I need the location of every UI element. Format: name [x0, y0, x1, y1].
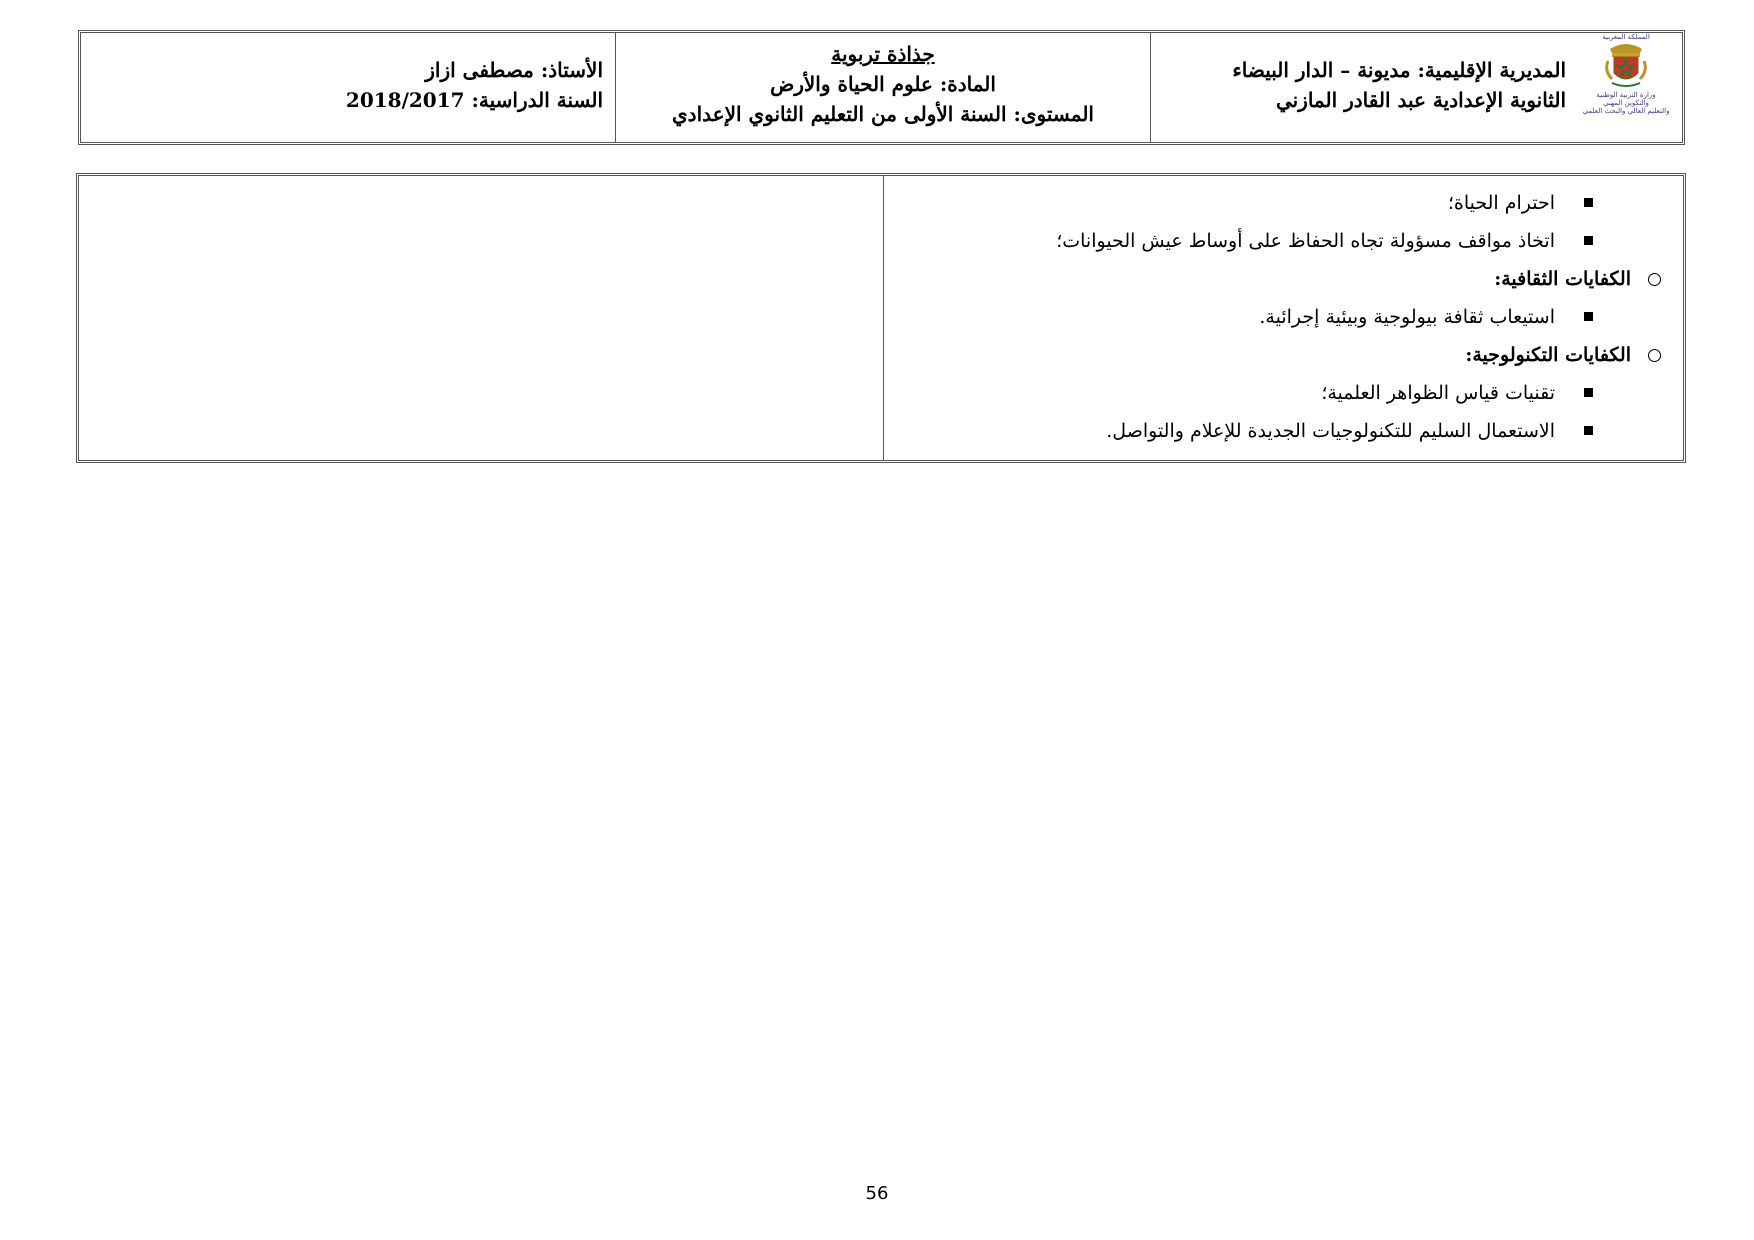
- square-bullet-icon: [1584, 198, 1593, 207]
- square-bullet-icon: [1584, 388, 1593, 397]
- list-item: استيعاب ثقافة بيولوجية وبيئية إجرائية.: [884, 298, 1593, 336]
- circle-bullet-icon: [1648, 349, 1661, 362]
- header-title-cell: [616, 33, 1151, 142]
- content-empty-cell: [79, 176, 884, 460]
- square-bullet-icon: [1584, 312, 1593, 321]
- header-teacher-cell: [81, 33, 616, 142]
- list-item: اتخاذ مواقف مسؤولة تجاه الحفاظ على أوساط عيش الحيوانات؛: [884, 222, 1593, 260]
- emblem-ministry-line2: والتكوين المهني: [1603, 99, 1649, 107]
- list-item: احترام الحياة؛: [884, 184, 1593, 222]
- emblem-ministry-line3: والتعليم العالي والبحث العلمي: [1582, 107, 1670, 115]
- ministry-emblem: [1576, 33, 1676, 133]
- header-school-cell: [1151, 33, 1682, 142]
- subject: المادة: علوم الحياة والأرض: [770, 72, 996, 96]
- list-item: تقنيات قياس الظواهر العلمية؛: [884, 374, 1593, 412]
- square-bullet-icon: [1584, 236, 1593, 245]
- list-item: الاستعمال السليم للتكنولوجيات الجديدة للإعلام والتواصل.: [884, 412, 1593, 450]
- circle-bullet-icon: [1648, 273, 1661, 286]
- content-table: [76, 173, 1686, 463]
- teacher-name: الأستاذ: مصطفى ازاز: [425, 58, 603, 82]
- page-title: جذاذة تربوية: [831, 42, 935, 66]
- section-heading: الكفايات الثقافية:: [884, 260, 1661, 298]
- coat-of-arms-icon: [1604, 41, 1648, 91]
- emblem-ministry-line1: وزارة التربية الوطنية: [1596, 91, 1656, 99]
- school-year: السنة الدراسية: 2018/2017: [345, 88, 603, 112]
- square-bullet-icon: [1584, 426, 1593, 435]
- emblem-top-text: المملكة المغربية: [1602, 33, 1650, 41]
- directorate: المديرية الإقليمية: مديونة – الدار البيضاء: [1232, 58, 1566, 82]
- level: المستوى: السنة الأولى من التعليم الثانوي الإعدادي: [672, 102, 1094, 126]
- school-name: الثانوية الإعدادية عبد القادر المازني: [1275, 88, 1566, 112]
- page-number: 56: [865, 1183, 889, 1204]
- header-table: [78, 30, 1685, 145]
- section-heading: الكفايات التكنولوجية:: [884, 336, 1661, 374]
- content-list-cell: [884, 176, 1683, 460]
